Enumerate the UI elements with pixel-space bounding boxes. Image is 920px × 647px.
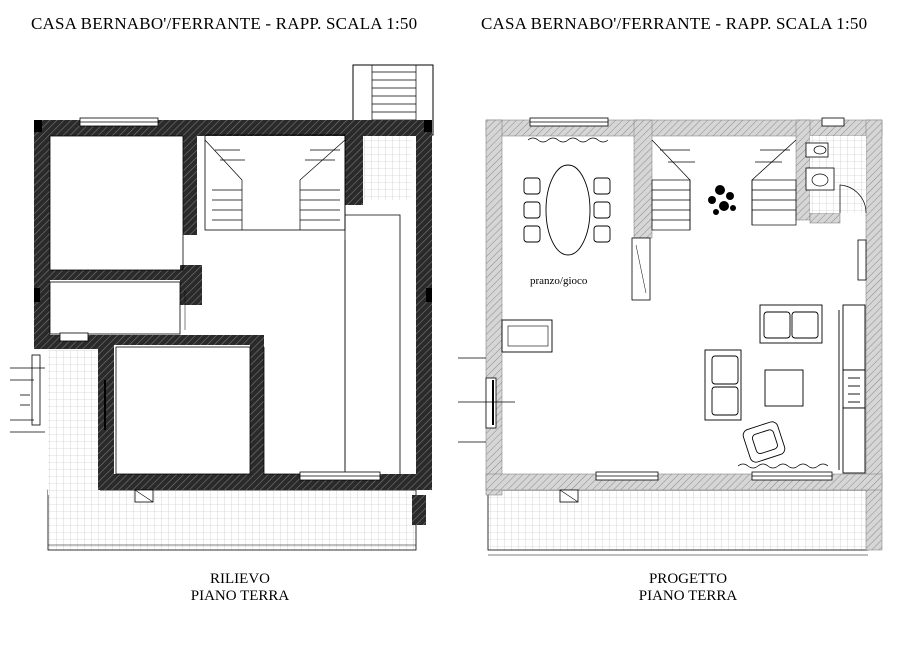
dining-table	[546, 165, 590, 255]
wall-bath	[810, 213, 840, 223]
wall-unit-left	[502, 320, 552, 352]
inner-stair-right	[652, 140, 796, 230]
wall-int-1	[183, 120, 197, 235]
terrace-left	[48, 490, 416, 550]
terrace-right	[488, 490, 868, 550]
plant-icon	[708, 185, 736, 215]
sheet-title-progetto: CASA BERNABO'/FERRANTE - RAPP. SCALA 1:50	[481, 14, 868, 33]
sofa-left	[705, 350, 741, 420]
coffee-table	[765, 370, 803, 406]
wall-int-4	[114, 335, 264, 345]
sofa-top	[760, 305, 822, 343]
wall-stair-left	[345, 120, 363, 205]
caption-progetto-line2: PIANO TERRA	[638, 588, 738, 604]
wall-int-5	[250, 335, 264, 475]
terrace-step	[412, 495, 426, 525]
toilet	[806, 143, 828, 157]
wall-int-3	[180, 265, 202, 305]
inner-stair-left	[205, 140, 345, 230]
wall-right	[416, 120, 432, 490]
wall-left	[34, 120, 50, 345]
sheet-title-rilievo: CASA BERNABO'/FERRANTE - RAPP. SCALA 1:50	[31, 14, 418, 33]
plan-progetto	[458, 118, 882, 555]
plan-rilievo	[10, 65, 433, 550]
sink	[806, 168, 834, 190]
curtain-bottom	[738, 464, 828, 468]
wall-bottom	[98, 474, 432, 490]
dining-set	[524, 165, 610, 255]
wall-left-right	[486, 120, 502, 495]
wall-units-right	[839, 305, 865, 473]
caption-rilievo-line1: RILIEVO	[210, 571, 270, 587]
caption-progetto-line1: PROGETTO	[648, 571, 728, 587]
room-label-pranzo: pranzo/gioco	[530, 275, 588, 287]
wall-stair-right-1	[634, 120, 652, 238]
curtain-top	[528, 138, 608, 142]
caption-rilievo-line2: PIANO TERRA	[190, 588, 290, 604]
wall-int-2	[48, 270, 198, 280]
armchair	[742, 420, 787, 463]
porch-left	[48, 350, 100, 495]
